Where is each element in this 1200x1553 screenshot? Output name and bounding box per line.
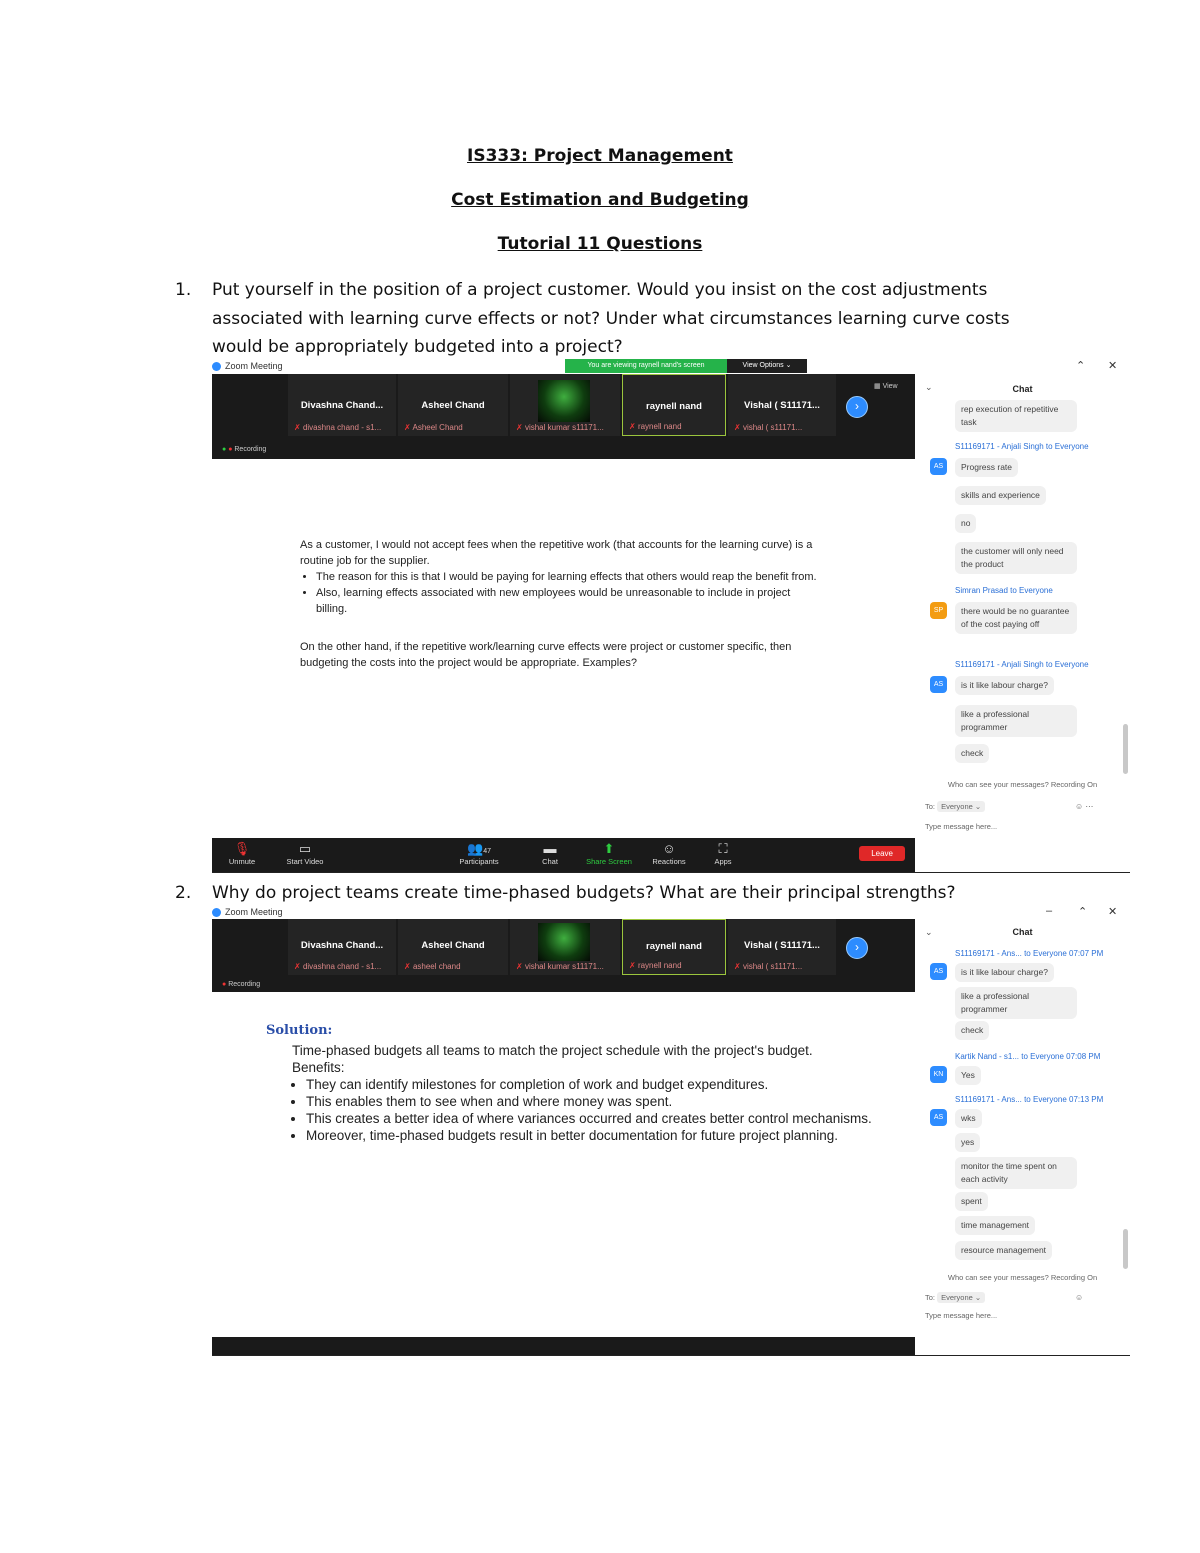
apps-icon: ⛶ [718,841,728,856]
recipient-select[interactable]: Everyone ⌄ [937,1292,985,1303]
recording-indicator: ● Recording [222,981,261,988]
chat-title: Chat [1012,384,1033,394]
participant-tile-active[interactable]: raynell nand ✗ raynell nand [622,374,726,436]
avatar: AS [930,676,947,693]
avatar: AS [930,458,947,475]
participant-tile-active[interactable]: raynell nand ✗ raynell nand [622,919,726,975]
slide-paragraph: On the other hand, if the repetitive work/learning curve effects were project or customer specific, then budgeting the costs into the project would be appropriate. Examples? [300,641,792,669]
maximize-icon[interactable]: ⌃ [1078,906,1088,918]
screen-share-banner: You are viewing raynell nand's screen [565,359,727,373]
question-number: 2. [175,883,192,903]
chat-panel [915,374,1130,874]
participants-icon: 👥47 [467,841,491,856]
reactions-icon: ☺ [662,841,676,856]
zoom-logo-icon [212,908,221,917]
chevron-down-icon[interactable]: ⌄ [925,382,933,392]
emoji-icon[interactable]: ☺ ⋯ [1075,802,1094,811]
chat-sender: S11169171 - Anjali Singh to Everyone [955,442,1089,451]
chat-message: like a professional programmer [955,987,1077,1019]
chat-sender: Simran Prasad to Everyone [955,586,1053,595]
chat-sender: S11169171 - Anjali Singh to Everyone [955,660,1089,669]
shared-slide [212,459,915,839]
avatar: KN [930,1066,947,1083]
tutorial-title: Tutorial 11 Questions [497,234,703,254]
benefits-label: Benefits: [292,1060,345,1075]
participant-tile[interactable]: ✗ vishal kumar s11171... [510,374,620,436]
participant-tile[interactable]: Divashna Chand... ✗ divashna chand - s1... [288,919,396,975]
emoji-icon[interactable]: ☺ [1075,1293,1084,1302]
grid-icon: ▦ [874,383,883,390]
question-text: Why do project teams create time-phased budgets? What are their principal strengths? [212,883,956,903]
chat-message: the customer will only need the product [955,542,1077,574]
avatar: SP [930,602,947,619]
participant-strip [212,374,915,459]
next-page-icon[interactable]: › [846,937,868,959]
participant-tile[interactable]: ✗ vishal kumar s11171... [510,919,620,975]
shield-icon: ● [222,446,227,453]
zoom-logo-icon [212,362,221,371]
zoom-screenshot-1 [212,358,1130,874]
slide-paragraph: As a customer, I would not accept fees when the repetitive work (that accounts for the learning curve) is a routine job for the supplier. [300,539,813,567]
share-screen-button[interactable]: ⬆ Share Screen [584,841,634,866]
participant-avatar [538,923,590,961]
chat-scrollbar[interactable] [1123,724,1128,774]
apps-button[interactable]: ⛶ Apps [698,841,748,866]
chat-message: yes [955,1133,980,1152]
window-title: Zoom Meeting [212,907,283,917]
slide-bullet: • This enables them to see when and where money was spent. [306,1093,882,1110]
divider [212,1355,1130,1356]
next-page-icon[interactable]: › [846,396,868,418]
chat-message: rep execution of repetitive task [955,400,1077,432]
participant-tile[interactable]: Asheel Chand ✗ Asheel Chand [398,374,508,436]
leave-button[interactable]: Leave [859,846,905,861]
chat-message: check [955,1021,989,1040]
chat-message: is it like labour charge? [955,676,1054,695]
view-toggle[interactable]: ▦ View [874,383,898,390]
chat-icon: ▬ [543,841,557,856]
chat-message: resource management [955,1241,1052,1260]
question-text: Put yourself in the position of a project customer. Would you insist on the cost adjustments associated with learning curve effects or not? Under what circumstances learning curve costs would be appropriately budgeted into a project? [212,280,1010,357]
slide-bullet: • This creates a better idea of where variances occurred and creates better control mechanisms. [306,1110,882,1127]
chat-message: spent [955,1192,988,1211]
meeting-toolbar [212,838,915,872]
chat-scrollbar[interactable] [1123,1229,1128,1269]
question-number: 1. [175,280,192,300]
video-off-icon: ▭ [298,841,312,856]
chat-message: like a professional programmer [955,705,1077,737]
minimize-icon[interactable]: – [1046,905,1053,917]
participant-avatar [538,380,590,422]
record-icon: ● [228,446,233,453]
chat-message: Yes [955,1066,981,1085]
chat-title: Chat [1012,927,1033,937]
chat-privacy-note: Who can see your messages? Recording On [947,780,1098,789]
participants-button[interactable]: 👥47 Participants [454,841,504,866]
slide-paragraph: Time-phased budgets all teams to match the project schedule with the project's budget. [292,1043,813,1058]
topic-title: Cost Estimation and Budgeting [451,190,749,210]
course-title: IS333: Project Management [467,146,733,166]
unmute-button[interactable]: 🎙 Unmute [217,841,267,866]
chat-recipient: To: Everyone ⌄ [925,1293,1130,1302]
chat-privacy-note: Who can see your messages? Recording On [947,1273,1098,1282]
chat-panel [915,919,1130,1355]
chat-sender: S11169171 - Ans... to Everyone 07:07 PM [955,949,1104,958]
recipient-select[interactable]: Everyone ⌄ [937,801,985,812]
mic-muted-icon: 🎙 [233,841,251,856]
chat-message: monitor the time spent on each activity [955,1157,1077,1189]
slide-bullet: • They can identify milestones for completion of work and budget expenditures. [306,1076,882,1093]
recording-indicator: ● ● Recording [222,446,267,453]
chat-sender: Kartik Nand - s1... to Everyone 07:08 PM [955,1052,1101,1061]
avatar: AS [930,963,947,980]
start-video-button[interactable]: ▭ Start Video [280,841,330,866]
zoom-screenshot-2 [212,905,1130,1357]
chat-input[interactable]: Type message here... [925,1311,998,1320]
participant-tile[interactable]: Asheel Chand ✗ asheel chand [398,919,508,975]
slide-bullet: • Also, learning effects associated with new employees would be unreasonable to include in project billing. [316,585,820,617]
slide-bullet: • Moreover, time-phased budgets result in better documentation for future project planning. [306,1127,882,1144]
chat-recipient: To: Everyone ⌄ [925,802,1130,811]
solution-heading: Solution: [266,1023,333,1038]
meeting-toolbar [212,1337,915,1355]
chat-message: no [955,514,976,533]
chat-message: check [955,744,989,763]
participant-tile[interactable]: Vishal ( S11171... ✗ vishal ( s11171... [728,919,836,975]
record-icon: ● [222,981,227,988]
participant-strip [212,919,915,992]
chat-message: wks [955,1109,982,1128]
chat-message: is it like labour charge? [955,963,1054,982]
chat-message: skills and experience [955,486,1046,505]
minimize-icon[interactable]: ⌃ [1076,360,1086,372]
window-title: Zoom Meeting [212,361,283,371]
slide-bullet: • The reason for this is that I would be paying for learning effects that others would reap the benefit from. [316,569,820,585]
divider [212,872,1130,873]
share-screen-icon: ⬆ [603,841,615,856]
chat-message: time management [955,1216,1035,1235]
chat-message: Progress rate [955,458,1018,477]
participant-tile[interactable]: Divashna Chand... ✗ divashna chand - s1... [288,374,396,436]
close-icon[interactable]: ✕ [1108,360,1118,372]
participant-tile[interactable]: Vishal ( S11171... ✗ vishal ( s11171... [728,374,836,436]
shared-slide [212,992,915,1337]
chat-input[interactable]: Type message here... [925,822,998,831]
chat-message: there would be no guarantee of the cost paying off [955,602,1077,634]
chevron-down-icon[interactable]: ⌄ [925,927,933,937]
view-options-button[interactable]: View Options ⌄ [727,359,807,373]
close-icon[interactable]: ✕ [1108,906,1118,918]
reactions-button[interactable]: ☺ Reactions [644,841,694,866]
avatar: AS [930,1109,947,1126]
chat-button[interactable]: ▬ Chat [525,841,575,866]
chat-sender: S11169171 - Ans... to Everyone 07:13 PM [955,1095,1104,1104]
